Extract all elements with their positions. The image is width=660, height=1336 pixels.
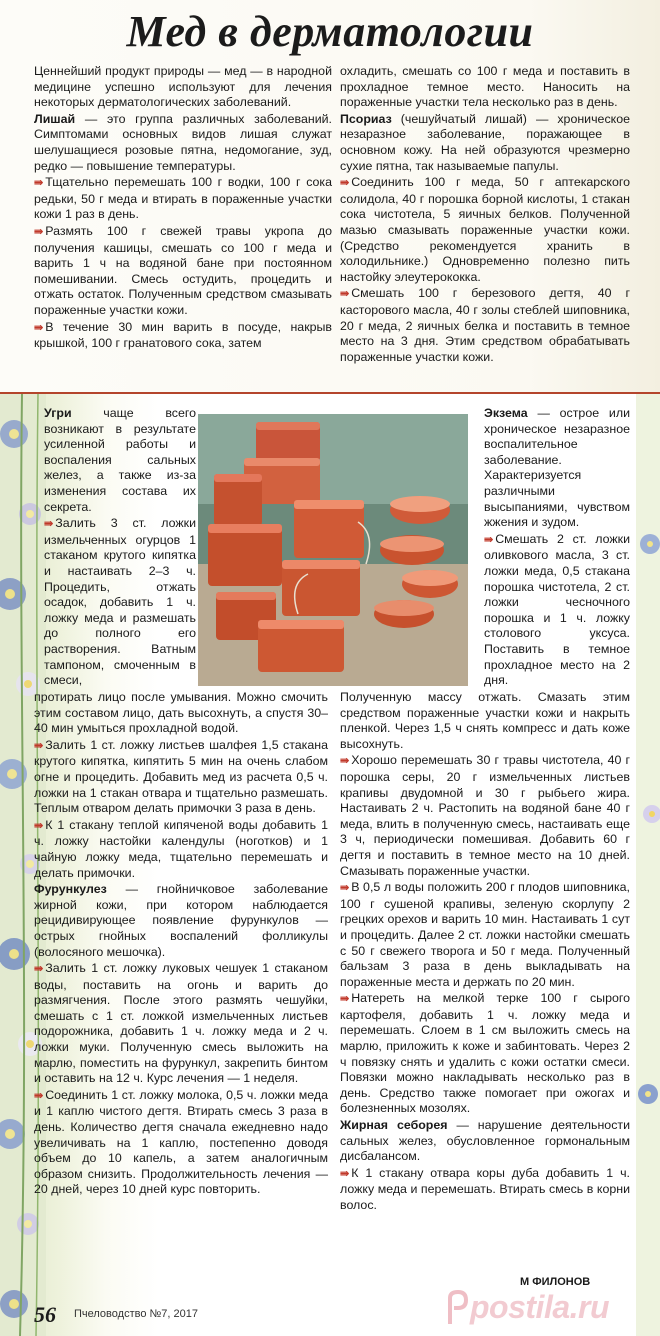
paragraph-text: К 1 стакану теплой кипяченой воды добавить 1 ч. ложку настойки календулы (ноготков) и 1 чайную ложку меда, тщательно перемешать и делать примочки. xyxy=(34,817,328,880)
paragraph-text: охладить, смешать со 100 г меда и поставить в прохладное темное место. Наносить на пораженные участки тела несколько раз в день. xyxy=(340,64,630,110)
paragraph-text: Соединить 1 ст. ложку молока, 0,5 ч. ложки меда и 1 каплю чистого дегтя. Втирать смесь 3 раза в день. Количество дегтя сначала ежедневно надо увеличивать на 1 каплю, постепенно доводя объем до 10 капель, а затем аналогичным образом снизить. Продолжительность лечения — 20 дней, через 10 дней курс повторить. xyxy=(34,1087,328,1197)
paragraph-text: чаще всего возникают в результате усиленной работы и воспаления сальных желез, а также из-за изменения состава их секрета. xyxy=(44,406,196,514)
text-paragraph xyxy=(34,64,332,111)
paragraph-text: (чешуйчатый лишай) — хроническое незаразное заболевание, поражающее в основном кожу. На ней образуются чрезмерно сухие пятна, так называемые папулы. xyxy=(340,111,630,173)
text-paragraph xyxy=(340,690,630,752)
paragraph-text: Размять 100 г свежей травы укропа до получения кашицы, смешать со 100 г меда и варить 1 ч на водяной бане при постоянном помешивании. Смесь остудить, процедить и отжать остаток. Полученным средством смазывать пораженные участки кожи. xyxy=(34,223,332,317)
red-arrow-icon: ⇛ xyxy=(340,177,348,190)
recipe-paragraph xyxy=(340,753,630,879)
top-right-column xyxy=(340,64,630,365)
page-number: 56 xyxy=(34,1302,56,1327)
red-arrow-icon: ⇛ xyxy=(340,288,348,301)
red-arrow-icon: ⇛ xyxy=(34,225,42,238)
paragraph-text: — нарушение деятельности сальных желез, обусловленное гормональным дисбалансом. xyxy=(340,1118,630,1164)
recipe-paragraph xyxy=(34,1088,328,1198)
article-title: Мед в дерматологии xyxy=(126,7,534,56)
paragraph-text: Соединить 100 г меда, 50 г аптекарского солидола, 40 г порошка борной кислоты, 1 стакан сока чистотела, 5 яичных белков. Полученной мазью смазывать пораженные участки кожи. (Средство рекомендуется хранить в холодильнике.) Одновременно полезно пить настойку элеутерококка. xyxy=(340,175,630,284)
paragraph-text: Залить 1 ст. ложку луковых чешуек 1 стаканом воды, поставить на огонь и варить до размягчения. После этого размять чешуйки, смешать с 1 ст. ложкой измельченных листьев подорожника, добавить 1 ч. ложку меда и 2 ч. ложки муки. Полученную смесь выложить на марлю, поместить на фурункул, закрепить бинтом и оставить на 12 ч. Курс лечения — 1 неделя. xyxy=(34,961,328,1086)
paragraph-text: Ценнейший продукт природы — мед — в народной медицине успешно используют для лечения некоторых дерматологических заболеваний. xyxy=(34,64,332,110)
paragraph-text: Смешать 2 ст. ложки оливкового масла, 3 ст. ложки меда, 0,5 стакана порошка чистотела, 2 ст. ложки чесночного порошка и 1 ч. ложку столового уксуса. Поставить в темное прохладное место на 2 дня. xyxy=(484,531,630,688)
recipe-paragraph xyxy=(340,286,630,365)
honey-jars-photo xyxy=(198,414,468,686)
recipe-paragraph xyxy=(34,320,332,352)
eczema-column xyxy=(484,406,630,689)
paragraph-text: Залить 1 ст. ложку листьев шалфея 1,5 стакана крутого кипятка, кипятить 5 мин на очень слабом огне и процедить. Добавить мед из расчета 0,5 ч. ложки на 1 стакан отвара и тщательно размешать. Теплым отваром делать примочки 3 раза в день. xyxy=(34,737,328,816)
bottom-left-column xyxy=(34,690,328,1198)
red-arrow-icon: ⇛ xyxy=(34,1089,42,1102)
bottom-right-column xyxy=(340,690,630,1214)
condition-paragraph xyxy=(34,882,328,960)
recipe-paragraph xyxy=(44,516,196,689)
recipe-paragraph xyxy=(484,532,630,689)
flower-border-right xyxy=(636,394,660,1336)
paragraph-text: Смешать 100 г березового дегтя, 40 г касторового масла, 40 г золы стеблей шиповника, 20 г меда, 2 яичных белка и поставить в темное место на 3 дня. Этим средством обрабатывать пораженные участки кожи. xyxy=(340,286,630,364)
red-arrow-icon: ⇛ xyxy=(340,993,348,1006)
condition-heading: Фурункулез xyxy=(34,882,107,897)
recipe-paragraph xyxy=(34,224,332,319)
paragraph-text: протирать лицо после умывания. Можно смочить этим составом лицо, дать высохнуть, а спустя 30–40 мин умыться прохладной водой. xyxy=(34,690,328,736)
paragraph-text: — это группа различных заболеваний. Симптомами основных видов лишая служат шелушащиеся розовые пятна, недомогание, зуд, редко — повышение температуры. xyxy=(34,111,332,173)
recipe-paragraph xyxy=(34,738,328,817)
author-name: М ФИЛОНОВ xyxy=(520,1276,591,1288)
recipe-paragraph xyxy=(340,1166,630,1214)
magazine-source: Пчеловодство №7, 2017 xyxy=(74,1308,198,1320)
condition-paragraph xyxy=(340,112,630,174)
condition-heading: Экзема xyxy=(484,406,528,420)
paragraph-text: Хорошо перемешать 30 г травы чистотела, 40 г порошка серы, 20 г измельченных листьев крапивы двудомной и 30 г рыбьего жира. Настаивать 2 ч. Растопить на водяной бане 40 г меда, влить в полученную смесь, настаивать еще 3 ч, периодически помешивая. Добавить 60 г дегтя и поставить в темное место на 10 дней. Смазывать пораженные участки. xyxy=(340,753,630,878)
recipe-paragraph xyxy=(34,818,328,881)
red-arrow-icon: ⇛ xyxy=(34,819,42,832)
condition-paragraph xyxy=(44,406,196,515)
red-arrow-icon: ⇛ xyxy=(34,963,42,976)
paragraph-text: В течение 30 мин варить в посуде, накрыв крышкой, 100 г гранатового сока, затем xyxy=(34,319,332,351)
condition-paragraph xyxy=(34,112,332,174)
recipe-paragraph xyxy=(340,880,630,990)
paragraph-text: — острое или хроническое незаразное воспалительное заболевание. Характеризуется различными высыпаниями, чувством жжения и зудом. xyxy=(484,406,630,530)
watermark-text: postila.ru xyxy=(470,1289,610,1325)
paragraph-text: Залить 3 ст. ложки измельченных огурцов 1 стаканом крутого кипятка и настаивать 2–3 ч. Процедить, отжать осадок, добавить 1 ч. ложку меда и размешать до полного его растворения. Ватным тампоном, смоченным в смеси, xyxy=(44,516,196,688)
red-arrow-icon: ⇛ xyxy=(484,533,492,546)
condition-heading: Псориаз xyxy=(340,111,392,126)
paragraph-text: Натереть на мелкой терке 100 г сырого картофеля, добавить 1 ч. ложку меда и перемешать. Слоем в 1 см выложить смесь на марлю, приложить к коже и забинтовать. Через 2 ч повязку снять и удалить с кожи остатки смеси. Повязки можно накладывать несколько раз в день. Средство также помогает при ожогах и болезненных мозолях. xyxy=(340,991,630,1116)
red-arrow-icon: ⇛ xyxy=(34,321,42,334)
condition-heading: Угри xyxy=(44,406,72,420)
red-arrow-icon: ⇛ xyxy=(44,518,52,531)
paragraph-text: В 0,5 л воды положить 200 г плодов шиповника, 100 г сушеной крапивы, зеленую скорлупу 2 грецких орехов и варить 10 мин. Настаивать 1 сут и процедить. Далее 2 ст. ложки настойки смешать с 50 г свежего творога и 50 г меда. Полученный бальзам 3 раза в день выкладывать на пораженные места и держать по 20 мин. xyxy=(340,880,630,989)
condition-paragraph xyxy=(340,1118,630,1165)
paragraph-text: К 1 стакану отвара коры дуба добавить 1 ч. ложку меда и перемешать. Втирать смесь в корни волос. xyxy=(340,1165,630,1212)
page-footer xyxy=(34,1302,634,1326)
recipe-paragraph xyxy=(34,175,332,223)
condition-heading: Жирная себорея xyxy=(340,1118,448,1133)
recipe-paragraph xyxy=(34,961,328,1087)
condition-paragraph xyxy=(484,406,630,531)
red-arrow-icon: ⇛ xyxy=(340,882,348,895)
recipe-paragraph xyxy=(340,991,630,1117)
top-left-column xyxy=(34,64,332,352)
recipe-paragraph xyxy=(340,175,630,285)
text-paragraph xyxy=(34,690,328,737)
red-arrow-icon: ⇛ xyxy=(34,177,42,190)
condition-heading: Лишай xyxy=(34,111,76,126)
text-paragraph xyxy=(340,64,630,111)
acne-column xyxy=(44,406,196,689)
paragraph-text: Тщательно перемешать 100 г водки, 100 г сока редьки, 50 г меда и втирать в пораженные участки кожи 1 раз в день. xyxy=(34,175,332,222)
red-arrow-icon: ⇛ xyxy=(340,1167,348,1180)
paragraph-text: Полученную массу отжать. Смазать этим средством пораженные участки кожи и накрыть пленкой. Через 1,5 ч снять компресс и дать коже высохнуть. xyxy=(340,690,630,751)
red-arrow-icon: ⇛ xyxy=(340,755,348,768)
paragraph-text: — гнойничковое заболевание жирной кожи, при котором наблюдается рецидивирующее появление фурункулов — острых гнойных воспалений фолликулы (волосяного мешочка). xyxy=(34,882,328,959)
red-arrow-icon: ⇛ xyxy=(34,739,42,752)
